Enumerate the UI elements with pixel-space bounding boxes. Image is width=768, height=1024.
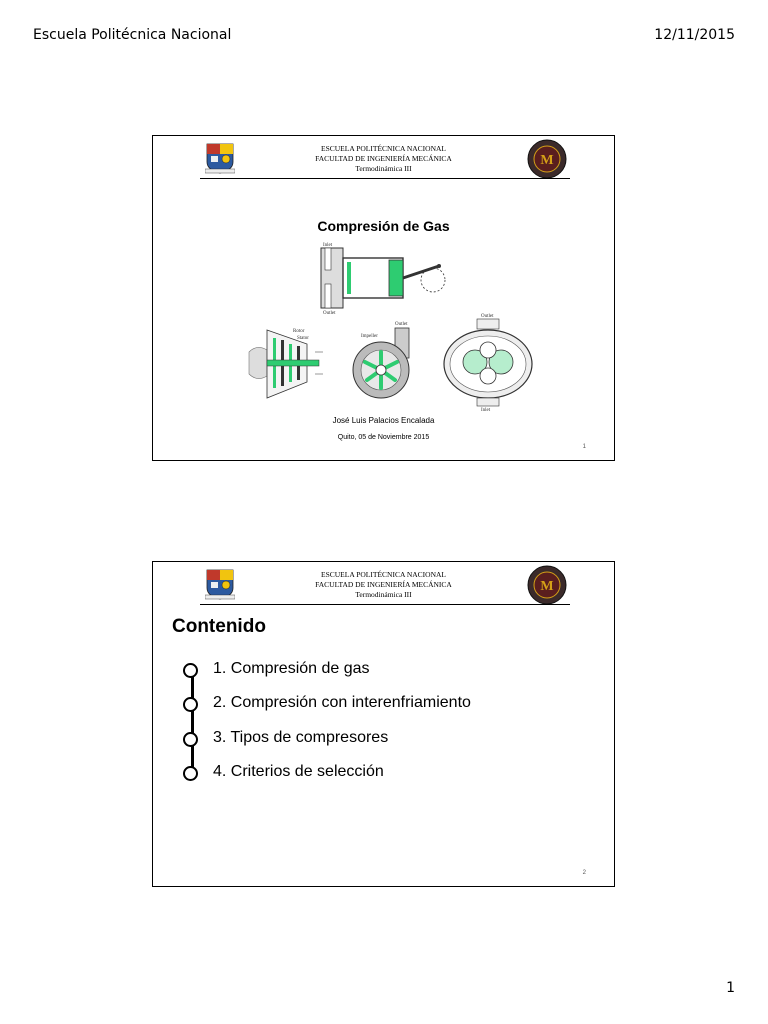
slide-number: 2 (582, 870, 586, 876)
document-header-title: Escuela Politécnica Nacional (33, 27, 232, 43)
slide-title: Contenido (172, 616, 266, 637)
header-divider (200, 178, 570, 179)
faculty-emblem-icon (527, 139, 567, 179)
course-name: Termodinámica III (355, 590, 412, 599)
slide-number: 1 (582, 444, 586, 450)
circle-bullet-icon (183, 663, 198, 678)
rotor-label: Rotor (293, 329, 305, 334)
table-of-contents (181, 658, 581, 798)
slide-header (153, 562, 614, 608)
toc-item-label: 1. Compresión de gas (213, 660, 370, 677)
slide-1 (152, 135, 615, 461)
toc-item-label: 4. Criterios de selección (213, 763, 384, 780)
outlet2-label: Outlet (395, 322, 408, 327)
institution-name: ESCUELA POLITÉCNICA NACIONAL (321, 144, 446, 153)
faculty-name: FACULTAD DE INGENIERÍA MECÁNICA (315, 154, 452, 163)
page-number: 1 (726, 980, 735, 996)
outlet3-label: Outlet (481, 314, 494, 319)
place-date: Quito, 05 de Noviembre 2015 (337, 434, 430, 441)
course-name: Termodinámica III (355, 164, 412, 173)
reciprocating-compressor-diagram (313, 240, 453, 316)
inlet3-label: Inlet (481, 408, 491, 412)
toc-item-label: 3. Tipos de compresores (213, 729, 389, 746)
institution-name: ESCUELA POLITÉCNICA NACIONAL (321, 570, 446, 579)
circle-bullet-icon (183, 766, 198, 781)
centrifugal-compressor-diagram (347, 320, 421, 404)
faculty-name: FACULTAD DE INGENIERÍA MECÁNICA (315, 580, 452, 589)
axial-compressor-diagram (245, 322, 325, 404)
lobe-compressor-diagram (441, 312, 535, 412)
toc-connector-line (191, 671, 194, 776)
slide-header (153, 136, 614, 182)
circle-bullet-icon (183, 697, 198, 712)
circle-bullet-icon (183, 732, 198, 747)
stator-label: Stator (297, 336, 309, 341)
inlet-label: Inlet (323, 243, 333, 248)
header-divider (200, 604, 570, 605)
emblem-letter: M (540, 153, 554, 168)
faculty-emblem-icon (527, 565, 567, 605)
toc-item-label: 2. Compresión con interenfriamiento (213, 694, 471, 711)
emblem-letter: M (540, 579, 554, 594)
author-name: José Luis Palacios Encalada (332, 416, 435, 425)
slide-title: Compresión de Gas (317, 218, 450, 234)
document-header-date: 12/11/2015 (654, 27, 735, 43)
impeller-label: Impeller (361, 334, 378, 339)
slide-2 (152, 561, 615, 887)
outlet-label: Outlet (323, 311, 336, 316)
